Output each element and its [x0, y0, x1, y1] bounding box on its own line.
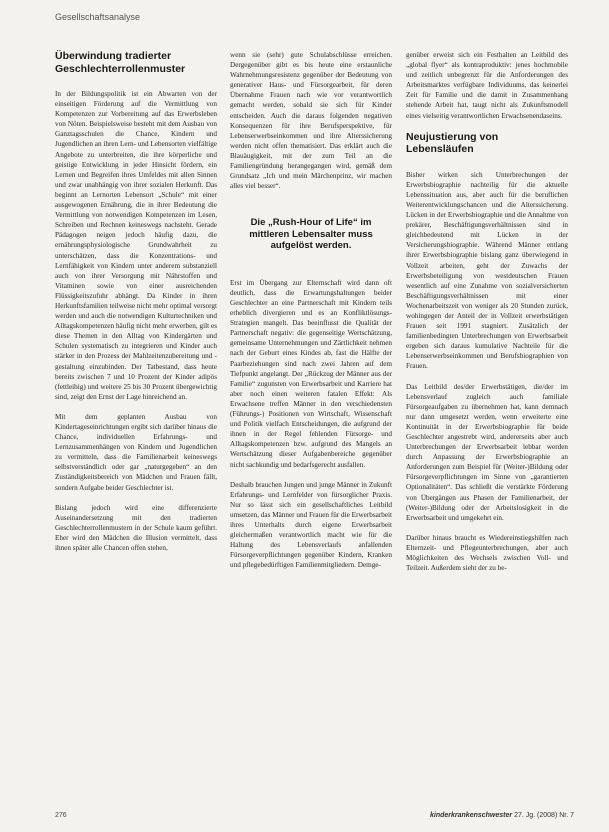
magazine-name: kinderkrankenschwester: [430, 812, 513, 819]
section-heading: Neujustierung von Lebensläufen: [406, 130, 499, 156]
section-heading: Überwindung tradierter Geschlechterrollenmuster: [55, 50, 186, 75]
column-3: [406, 50, 568, 583]
column-1: [55, 50, 217, 563]
paragraph: Das Leitbild des/der Erwerbstätigen, die/der im Lebensverlauf zugleich auch familiale Fürsorgeaufgaben zu übernehmen hat, kann demnach nur dann umgesetzt werden, wenn erweiterte eine Kontinuität in der Erwerbsbiographie für beide Geschlechter angestrebt wird, andererseits aber auch Unterbrechungen der Erwerbsarbeit lebbar werden durch Anpassung der Erwerbsbiographie an Anforderungen zum Beispiel für (Weiter-)Bildung oder Fürsorgeverpflichtungen im Sinne von „garantierten Optionalitäten“. Das schließt die verstärkte Förderung von Übergängen aus Phasen der Familienarbeit, der (Weiter-)Bildung oder der Arbeitslosigkeit in die Erwerbsarbeit und umgekehrt ein.: [406, 382, 568, 522]
paragraph: Bisher wirken sich Unterbrechungen der Erwerbsbiographie nachteilig für die aktuelle Lebenssituation aus, aber auch für die beruflichen Weiterentwicklungschancen und die Alterssicherung. Lücken in der Erwerbsbiographie und die Annahme von prekärer, Beschäftigungsverhältnissen sind in gleichbedeutend mit Lücken in der Versicherungsbiographie. Während Männer entlang ihrer Erwerbsbiographie bislang ganz überwiegend in Vollzeit arbeiten, geht der Zuwachs der Erwerbsbeteiligung von westdeutschen Frauen wesentlich auf eine Zunahme von sozialversicherten Beschäftigungsverhältnissen mit einer Wochenarbeitszeit von weniger als 20 Stunden zurück, wohingegen der Anteil der in Vollzeit erwerbstätigen Frauen seit 1991 stagniert. Zusätzlich der familienbedingten Unterbrechungen von Erwerbsarbeit ergeben sich daraus kumulative Nachteile für die Lebenserwerbseinkommen und Berufsbiographien von Frauen.: [406, 170, 568, 371]
page-number: 276: [55, 812, 67, 819]
magazine-footer: [430, 812, 574, 819]
column-2: [230, 50, 392, 580]
paragraph: Bislang jedoch wird eine differenzierte Auseinandersetzung mit den tradierten Geschlechterrollenmustern in der Schule kaum geführt. Eher wird den Mädchen die Illusion vermittelt, dass ihnen später alle Chancen offen stehen,: [55, 503, 217, 553]
pull-quote: Die „Rush-Hour of Life“ im mittleren Lebensalter muss aufgelöst werden.: [249, 217, 373, 252]
paragraph: Deshalb brauchen Jungen und junge Männer in Zukunft Erfahrungs- und Lernfelder von fürsorglicher Praxis. Nur so lässt sich ein gesellschaftliches Leitbild umsetzen, das Männer und Frauen für die Erwerbsarbeit ihres Unterhalts durch eigene Erwerbsarbeit gleichermaßen verantwortlich macht wie für die Haltung des Lebensverlaufs anfallenden Fürsorgeverpflichtungen gegenüber Kindern, Kranken und pflegebedürftigen Familienmitgliedern. Demge-: [230, 480, 392, 570]
paragraph: wenn sie (sehr) gute Schulabschlüsse erreichen. Dergegenüber gibt es bis heute eine erstaunliche Wahrnehmungsresistenz gegenüber der Bedeutung von generativer Haus- und Fürsorgearbeit, für deren Übernahme Frauen nach wie vor verantwortlich gemacht werden, sobald sie sich für Kinder entscheiden. Auch die daraus folgenden negativen Konsequenzen für ihre Berufsperspektive, für Lebenserwerbseinkommen und ihre Alterssicherung werden nicht offen thematisiert. Das erklärt auch die Blauäugigkeit, mit der zum Teil an die Familiengründung herangegangen wird, gemäß dem Grundsatz „Ich und mein Märchenprinz, wir machen alles viel besser“.: [230, 51, 392, 191]
paragraph: Mit dem geplanten Ausbau von Kindertageseinrichtungen ergibt sich darüber hinaus die Chance, individuellen Erfahrungs- und Lernzusammenhängen von Kindern und Jugendlichen zu vermitteln, dass die Familienarbeit keineswegs selbstverständlich oder gar „naturgegeben“ an den Zuständigkeitsbereich von Mädchen und Frauen fällt, sondern Aufgabe beider Geschlechter ist.: [55, 412, 217, 492]
section-label: Gesellschaftsanalyse: [55, 12, 141, 22]
paragraph: In der Bildungspolitik ist ein Abwarten von der einseitigen Förderung auf die Vermittlung von Kompetenzen zur Vorbereitung auf das Erwerbsleben von Nöten. Beispielsweise besteht mit dem Ausbau von Ganztagsschulen die Chance, Kindern und Jugendlichen an ihren Lern- und Lebensorten vielfältige Angebote zu unterbreiten, die ihre körperliche und geistige Entwicklung in jeder Hinsicht fördern, ein Lernen und Begreifen ihres Umfeldes mit allen Sinnen und zwar unabhängig von ihrer sozialen Herkunft. Das beginnt an Lernorten Lebensort „Schule“ mit einer ausgewogenen Ernährung, die in ihrer Bedeutung die Vermittlung von notwendigen Kompetenzen im Lesen, Schreiben und Rechnen keineswegs nachsteht. Gerade Pädagogen neigen jedoch häufig dazu, die ernährungsphysiologische Grundwahrheit zu unterschätzen, dass die Konzentrations- und Lernfähigkeit von Kindern unter anderem substanziell auch von ihrer Versorgung mit Nährstoffen und Vitaminen sowie von einer ausreichenden Flüssigkeitszufuhr abhängt. Da Kinder in ihren Herkunftsfamilien teilweise nicht mehr optimal versorgt werden und auch die notwendigen Kulturtechniken und Alltagskompetenzen häufig nicht mehr erwerben, gilt es diese Themen in den Alltag von Kindergärten und Schulen systematisch zu integrieren und Kinder auch stärker in den Prozess der Mahlzeitenzubereitung und -gestaltung einzubinden. Der Tatbestand, dass heute bereits zwischen 7 und 10 Prozent der Kinder adipös (fettleibig) und weitere 25 bis 30 Prozent übergewichtig sind, zeigt den Ernst der Lage hinreichend an.: [55, 90, 217, 401]
paragraph: Erst im Übergang zur Elternschaft wird dann oft deutlich, dass die Erwartungshaltungen beider Geschlechter an eine Partnerschaft mit Kindern teils erheblich divergieren und es an Konfliktlösungs-Strategien mangelt. Das beeinflusst die Qualität der Partnerschaft negativ: die gegenseitige Wertschätzung, gemeinsame Unternehmungen und Zärtlichkeit nehmen nach der Geburt eines Kindes ab, fast die Hälfte der Paarbeziehungen sind nach zwei Jahren auf dem Tiefpunkt angelangt. Der „Rückzug der Männer aus der Familie“ zugunsten von Erwerbsarbeit und Karriere hat aber noch einen weiteren fatalen Effekt: Als Erwachsene treffen Männer in den verschiedensten (Führungs-) Positionen von Wirtschaft, Wissenschaft und Politik vielfach Entscheidungen, die aufgrund der ihnen in der Regel fehlenden Fürsorge- und Alltagskompetenzen bzw. aufgrund des Mangels an Wertschätzung dieser Aufgabenbereiche gegenüber nicht sachkundig und bedarfsgerecht ausfallen.: [230, 278, 392, 469]
paragraph: Darüber hinaus braucht es Wiedereinstiegshilfen nach Elternzeit- und Pflegeunterbrechungen, aber auch Möglichkeiten des Wechsels zwischen Voll- und Teilzeit. Außerdem sieht der zu be-: [406, 533, 568, 573]
issue-info: 27. Jg. (2008) Nr. 7: [514, 812, 574, 819]
paragraph: genüber erweist sich ein Festhalten an Leitbild des „global flyer“ als kontraproduktiv: jenes hochmobile und zeitlich unbegrenzt für die Anforderungen des Arbeitsmarktes verfügbare Individuums, das keinerlei Zeit für Familie und die damit in Zusammenhang stehende Arbeit hat, taugt nicht als Zukunftsmodell eines vielseitig verantwortlichen Erwachsenendaseins.: [406, 51, 568, 120]
